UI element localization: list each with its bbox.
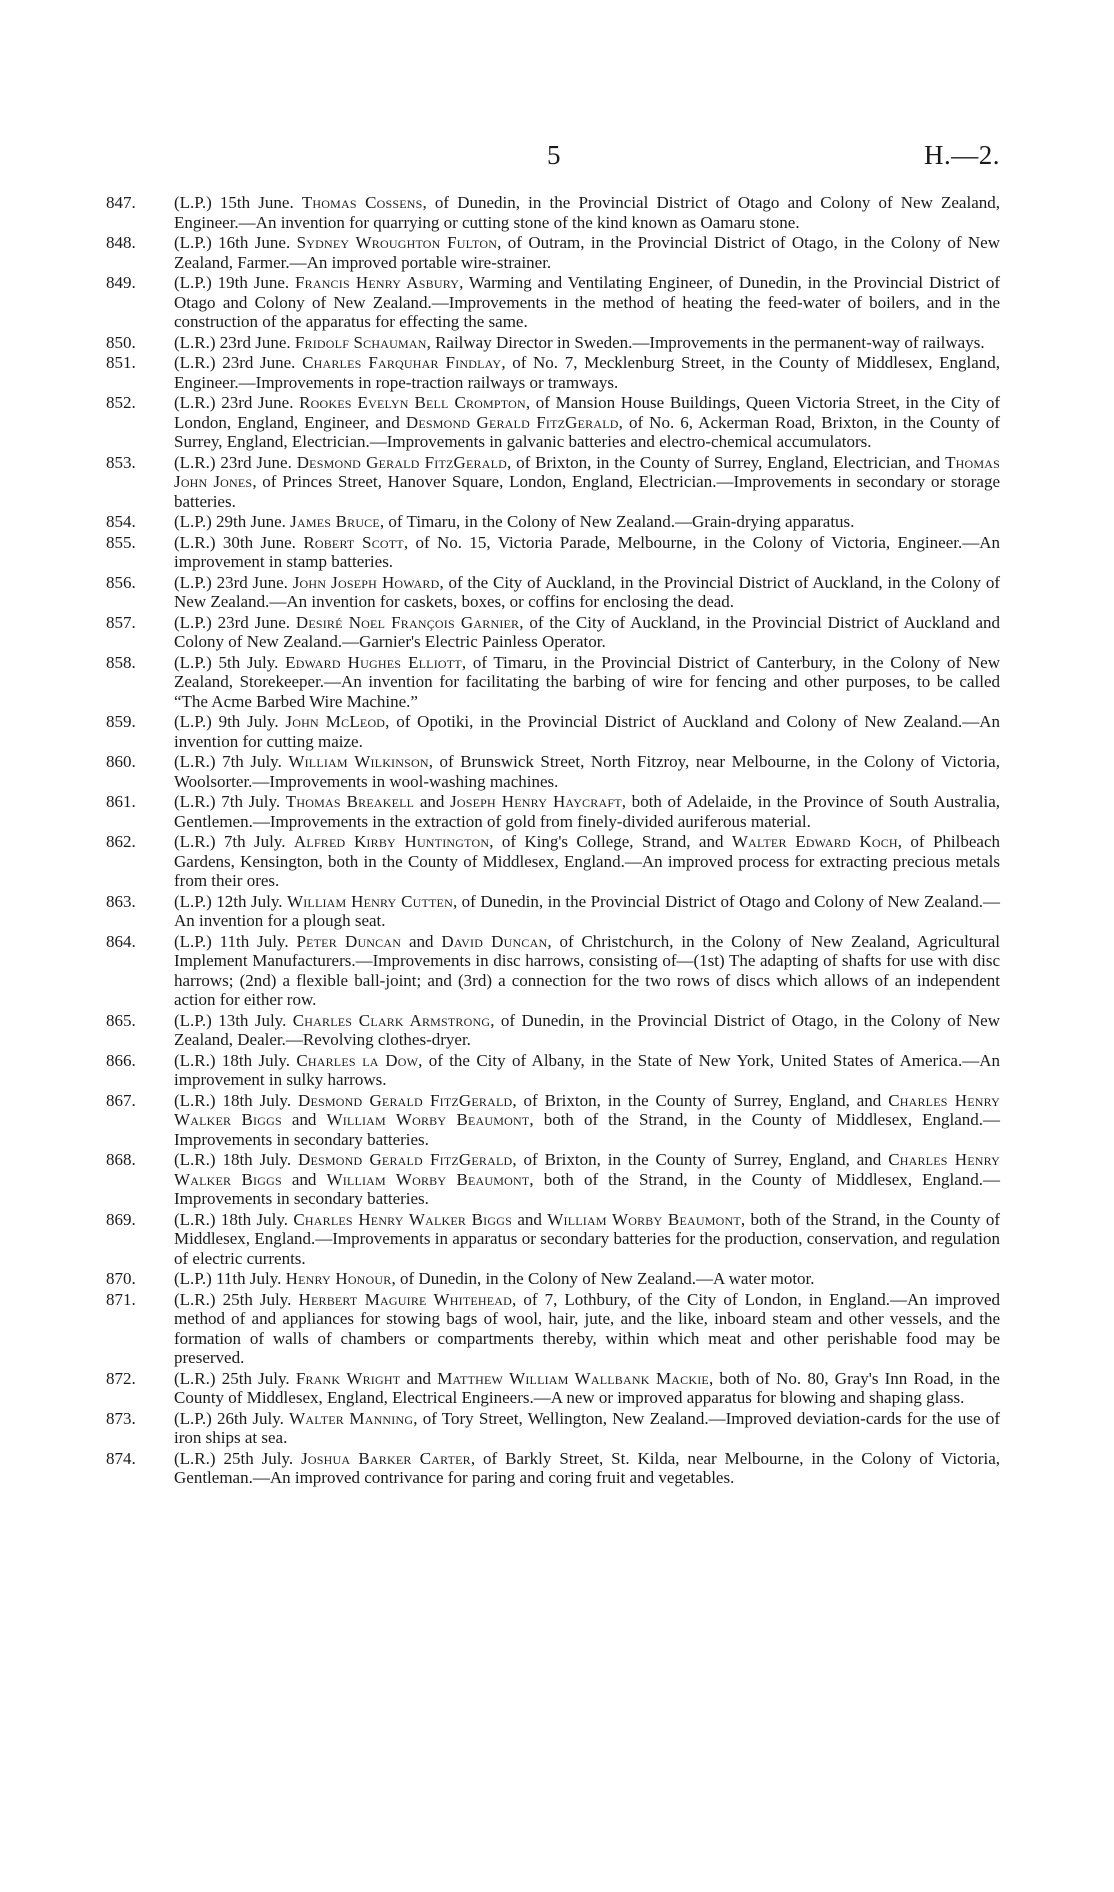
entry-text: , of Brixton, in the County of Surrey, England, Electrician, and: [507, 452, 946, 472]
entry-number: 874.: [106, 1448, 136, 1468]
entry-text: (L.P.) 26th July.: [174, 1408, 290, 1428]
entry-text: , of Barkly Street, St. Kilda, near Melbourne, in the Colony of Victoria, Gentleman.—An improved contrivance for paring and coring fruit and vegetables.: [174, 1448, 1000, 1487]
entry-text: , of Philbeach Gardens, Kensington, both in the County of Middlesex, England.—An improved process for extracting precious metals from their ores.: [174, 832, 1000, 890]
patent-entry: [106, 273, 1000, 332]
patent-entry: [106, 193, 1000, 232]
entry-text: , of 7, Lothbury, of the City of London, in England.—An improved method of and appliances for stowing bags of wool, hair, jute, and the like, inboard steam and other vessels, and the formation of walls of chambers or compartments thereby, within which meat and other perishable food may be preserved.: [174, 1289, 1000, 1367]
entry-text: , of Mansion House Buildings, Queen Victoria Street, in the City of London, England, Engineer, and: [174, 393, 1000, 432]
patent-entry: [106, 1269, 1000, 1289]
patent-entry: [106, 332, 1000, 353]
entry-number: 861.: [106, 792, 136, 811]
applicant-name: Peter Duncan: [296, 931, 402, 951]
entry-text: , both of No. 80, Gray's Inn Road, in the County of Middlesex, England, Electrical Engineers.—A new or improved apparatus for blowing and shaping glass.: [174, 1368, 1000, 1407]
applicant-name: Fridolf Schauman: [294, 332, 427, 352]
applicant-name: John McLeod: [285, 712, 386, 731]
entry-text: (L.R.) 23rd June.: [174, 353, 303, 372]
applicant-name: David Duncan: [441, 931, 548, 951]
applicant-name: Desmond Gerald FitzGerald: [296, 452, 508, 472]
entry-text: , of Princes Street, Hanover Square, London, England, Electrician.—Improvements in secondary or storage batteries.: [174, 472, 1000, 511]
applicant-name: John Joseph Howard: [292, 572, 440, 592]
entry-text: (L.P.) 29th June.: [174, 512, 291, 531]
entry-number: 848.: [106, 233, 136, 252]
entry-text: and: [281, 1169, 327, 1189]
applicant-name: Desmond Gerald FitzGerald: [297, 1090, 513, 1110]
entry-text: (L.P.) 11th July.: [174, 1269, 286, 1288]
entry-text: and: [281, 1110, 327, 1129]
applicant-name: Charles Farquhar Findlay: [302, 353, 502, 372]
entry-text: , both of the Strand, in the County of Middlesex, England.—Improvements in secondary batteries.: [174, 1169, 1000, 1208]
entry-number: 849.: [106, 273, 136, 292]
patent-entry: [106, 1209, 1000, 1269]
entry-text: (L.R.) 18th July.: [174, 1090, 298, 1110]
patent-entry: [106, 1408, 1000, 1448]
entry-text: and: [401, 931, 442, 951]
applicant-name: Desmond Gerald FitzGerald: [405, 412, 619, 432]
applicant-name: William Henry Cutten: [286, 891, 453, 911]
patent-entry: [106, 233, 1000, 272]
patent-entry: [106, 752, 1000, 791]
entry-text: (L.R.) 25th July.: [174, 1368, 296, 1388]
applicant-name: Matthew William Wallbank Mackie: [437, 1368, 709, 1388]
entry-text: (L.R.) 23rd June.: [174, 332, 295, 352]
entry-text: , both of the Strand, in the County of Middlesex, England.—Improvements in apparatus or secondary batteries for the production, conservation, and regulation of electric currents.: [174, 1209, 1000, 1268]
applicant-name: Desmond Gerald FitzGerald: [297, 1150, 513, 1169]
entry-text: (L.R.) 18th July.: [174, 1150, 298, 1169]
entry-text: , of Dunedin, in the Provincial District of Otago, in the Colony of New Zealand, Dealer.—Revolving clothes-dryer.: [174, 1010, 1000, 1049]
entry-text: , of Outram, in the Provincial District of Otago, in the Colony of New Zealand, Farmer.—An improved portable wire-strainer.: [174, 233, 1000, 272]
entry-text: , both of the Strand, in the County of Middlesex, England.—Improvements in secondary batteries.: [174, 1110, 1000, 1149]
document-code: H.—2.: [924, 140, 1000, 170]
patent-entry: [106, 1368, 1000, 1408]
patent-entry: [106, 931, 1001, 1010]
entry-number: 851.: [106, 353, 136, 372]
applicant-name: Joshua Barker Carter: [301, 1448, 471, 1468]
entry-number: 857.: [106, 612, 136, 632]
entry-text: and: [400, 1368, 438, 1388]
patent-entry: [106, 572, 1000, 612]
entry-text: (L.P.) 16th June.: [174, 233, 297, 252]
patent-entry: [106, 512, 1000, 532]
entry-number: 853.: [106, 452, 136, 472]
patent-entry: [106, 792, 1000, 831]
entry-text: , Railway Director in Sweden.—Improvements in the permanent-way of railways.: [426, 332, 985, 352]
applicant-name: William Wilkinson: [288, 752, 429, 771]
entry-text: (L.R.) 25th July.: [174, 1289, 299, 1309]
patent-entry: [106, 1448, 1000, 1488]
entry-text: , of Timaru, in the Provincial District of Canterbury, in the Colony of New Zealand, Storekeeper.—An invention for facilitating the barbing of wire for fencing and other purposes, to be called “The Acme Barbed Wire Machine.”: [174, 652, 1000, 711]
patent-entry: [106, 652, 1000, 712]
patent-entry: [106, 832, 1000, 891]
entry-number: 872.: [106, 1368, 136, 1388]
applicant-name: Herbert Maguire Whitehead: [298, 1289, 513, 1309]
entry-text: (L.P.) 12th July.: [174, 891, 287, 911]
applicant-name: Robert Scott: [303, 532, 404, 552]
entry-number: 862.: [106, 832, 136, 851]
entry-text: (L.R.) 23rd June.: [174, 452, 297, 472]
entry-number: 850.: [106, 332, 136, 352]
applicant-name: William Worby Beaumont: [326, 1169, 530, 1189]
entry-text: (L.R.) 30th June.: [174, 532, 304, 552]
entry-text: (L.R.) 7th July.: [174, 792, 286, 811]
entry-number: 855.: [106, 532, 136, 552]
entry-text: (L.P.) 23rd June.: [174, 612, 296, 632]
applicant-name: Charles Henry Walker Biggs: [174, 1150, 1000, 1189]
applicant-name: Charles Clark Armstrong: [292, 1010, 491, 1030]
entry-text: (L.P.) 23rd June.: [174, 572, 293, 592]
entry-number: 854.: [106, 512, 136, 531]
entry-number: 870.: [106, 1269, 136, 1288]
entry-text: , of the City of Auckland, in the Provincial District of Auckland and Colony of New Zealand.—Garnier's Electric Painless Operator.: [174, 612, 1000, 651]
patent-entry: [106, 891, 1000, 931]
entry-text: (L.P.) 13th July.: [174, 1010, 293, 1030]
entry-number: 864.: [106, 931, 136, 951]
applicant-name: Edward Hughes Elliott: [285, 652, 462, 672]
patent-entry: [106, 1010, 1000, 1050]
applicant-name: Frank Wright: [295, 1368, 401, 1388]
applicant-name: Henry Honour: [285, 1269, 392, 1288]
entry-number: 866.: [106, 1050, 136, 1070]
entry-text: , of Brunswick Street, North Fitzroy, near Melbourne, in the Colony of Victoria, Woolsorter.—Improvements in wool-washing machines.: [174, 752, 1000, 791]
entry-text: and: [512, 1209, 548, 1229]
entry-text: (L.P.) 9th July.: [174, 712, 286, 731]
entry-number: 847.: [106, 193, 136, 212]
patent-entry: [106, 712, 1000, 751]
entry-text: , of the City of Albany, in the State of New York, United States of America.—An improvement in sulky harrows.: [174, 1050, 1000, 1089]
patent-entry: [106, 393, 1001, 452]
entry-text: (L.P.) 11th July.: [174, 931, 297, 951]
entry-text: , of No. 6, Ackerman Road, Brixton, in the County of Surrey, England, Electrician.—Improvements in galvanic batteries and electro-chemical accumulators.: [174, 412, 1001, 451]
applicant-name: Sydney Wroughton Fulton: [296, 233, 498, 252]
entry-text: , of Brixton, in the County of Surrey, England, and: [512, 1150, 889, 1169]
applicant-name: Francis Henry Asbury: [294, 273, 460, 292]
applicant-name: Thomas John Jones: [174, 452, 1001, 491]
entry-text: , of Tory Street, Wellington, New Zealand.—Improved deviation-cards for the use of iron ships at sea.: [174, 1408, 1000, 1447]
patent-entry: [106, 353, 1000, 392]
entry-text: (L.R.) 18th July.: [174, 1050, 297, 1070]
entry-number: 871.: [106, 1289, 136, 1309]
entry-text: , of King's College, Strand, and: [489, 832, 732, 851]
entry-text: (L.R.) 7th July.: [174, 832, 294, 851]
entry-text: , of Dunedin, in the Provincial District of Otago and Colony of New Zealand, Engineer.—An invention for quarrying or cutting stone of the kind known as Oamaru stone.: [174, 193, 1000, 232]
entry-number: 858.: [106, 652, 136, 672]
entry-text: , both of Adelaide, in the Province of South Australia, Gentlemen.—Improvements in the extraction of gold from finely-divided auriferous material.: [174, 792, 1000, 831]
entry-text: (L.P.) 15th June.: [174, 193, 302, 212]
entry-number: 869.: [106, 1209, 136, 1229]
patent-entry: [106, 1090, 1000, 1150]
applicant-name: Rookes Evelyn Bell Crompton: [299, 393, 526, 412]
entry-text: , Warming and Ventilating Engineer, of Dunedin, in the Provincial District of Otago and Colony of New Zealand.—Improvements in the method of heating the feed-water of boilers, and in the construction of the apparatus for effecting the same.: [174, 273, 1000, 331]
applicant-name: Thomas Cossens: [301, 193, 423, 212]
entry-text: (L.R.) 7th July.: [174, 752, 289, 771]
entry-text: and: [414, 792, 451, 811]
entry-number: 865.: [106, 1010, 136, 1030]
entry-number: 860.: [106, 752, 136, 771]
applicant-name: Desiré Noel François Garnier: [295, 612, 520, 632]
patent-entry: [106, 1289, 1000, 1368]
entry-text: , of Timaru, in the Colony of New Zealand.—Grain-drying apparatus.: [379, 512, 855, 531]
applicant-name: Joseph Henry Haycraft: [450, 792, 622, 811]
applicant-name: William Worby Beaumont: [547, 1209, 741, 1229]
patent-entry: [106, 1150, 1000, 1209]
entry-text: , of Dunedin, in the Colony of New Zealand.—A water motor.: [391, 1269, 815, 1288]
entry-number: 856.: [106, 572, 136, 592]
entry-text: , of Dunedin, in the Provincial District of Otago and Colony of New Zealand.—An invention for a plough seat.: [174, 891, 1000, 930]
entry-text: , of Christchurch, in the Colony of New Zealand, Agricultural Implement Manufacturers.—Improvements in disc harrows, consisting of—(1st) The adapting of shafts for use with disc harrows; (2nd) a flexible ball-joint; and (3rd) a connection for the two rows of discs which allows of an independent action for either row.: [174, 931, 1001, 1009]
page-header: [190, 140, 1000, 176]
applicant-name: Alfred Kirby Huntington: [293, 832, 490, 851]
entry-text: (L.R.) 23rd June.: [174, 393, 300, 412]
entry-number: 868.: [106, 1150, 136, 1169]
applicant-name: Charles Henry Walker Biggs: [293, 1209, 512, 1229]
entry-text: , of Brixton, in the County of Surrey, England, and: [512, 1090, 889, 1110]
patent-entry: [106, 612, 1000, 652]
applicant-name: Walter Manning: [289, 1408, 414, 1428]
entry-text: (L.P.) 19th June.: [174, 273, 295, 292]
patent-application-list: [106, 193, 1001, 1489]
entry-text: (L.R.) 18th July.: [174, 1209, 294, 1229]
applicant-name: Charles la Dow: [296, 1050, 419, 1070]
entry-text: , of the City of Auckland, in the Provincial District of Auckland, in the Colony of New Zealand.—An invention for caskets, boxes, or coffins for enclosing the dead.: [174, 572, 1000, 611]
applicant-name: James Bruce: [290, 512, 380, 531]
entry-text: , of No. 7, Mecklenburg Street, in the County of Middlesex, England, Engineer.—Improvements in rope-traction railways or tramways.: [174, 353, 1000, 392]
page-number: 5: [547, 140, 561, 170]
entry-number: 867.: [106, 1090, 136, 1110]
patent-entry: [106, 452, 1001, 512]
patent-entry: [106, 1050, 1000, 1090]
entry-number: 859.: [106, 712, 136, 731]
patent-entry: [106, 532, 1001, 572]
entry-text: , of No. 15, Victoria Parade, Melbourne, in the Colony of Victoria, Engineer.—An improvement in stamp batteries.: [174, 532, 1001, 571]
entry-number: 863.: [106, 891, 136, 911]
applicant-name: William Worby Beaumont: [326, 1110, 530, 1129]
entry-text: (L.R.) 25th July.: [174, 1448, 302, 1468]
entry-text: (L.P.) 5th July.: [174, 652, 286, 672]
entry-text: , of Opotiki, in the Provincial District of Auckland and Colony of New Zealand.—An invention for cutting maize.: [174, 712, 1000, 751]
entry-number: 873.: [106, 1408, 136, 1428]
applicant-name: Thomas Breakell: [285, 792, 415, 811]
entry-number: 852.: [106, 393, 136, 412]
applicant-name: Walter Edward Koch: [731, 832, 898, 851]
applicant-name: Charles Henry Walker Biggs: [174, 1090, 1000, 1129]
